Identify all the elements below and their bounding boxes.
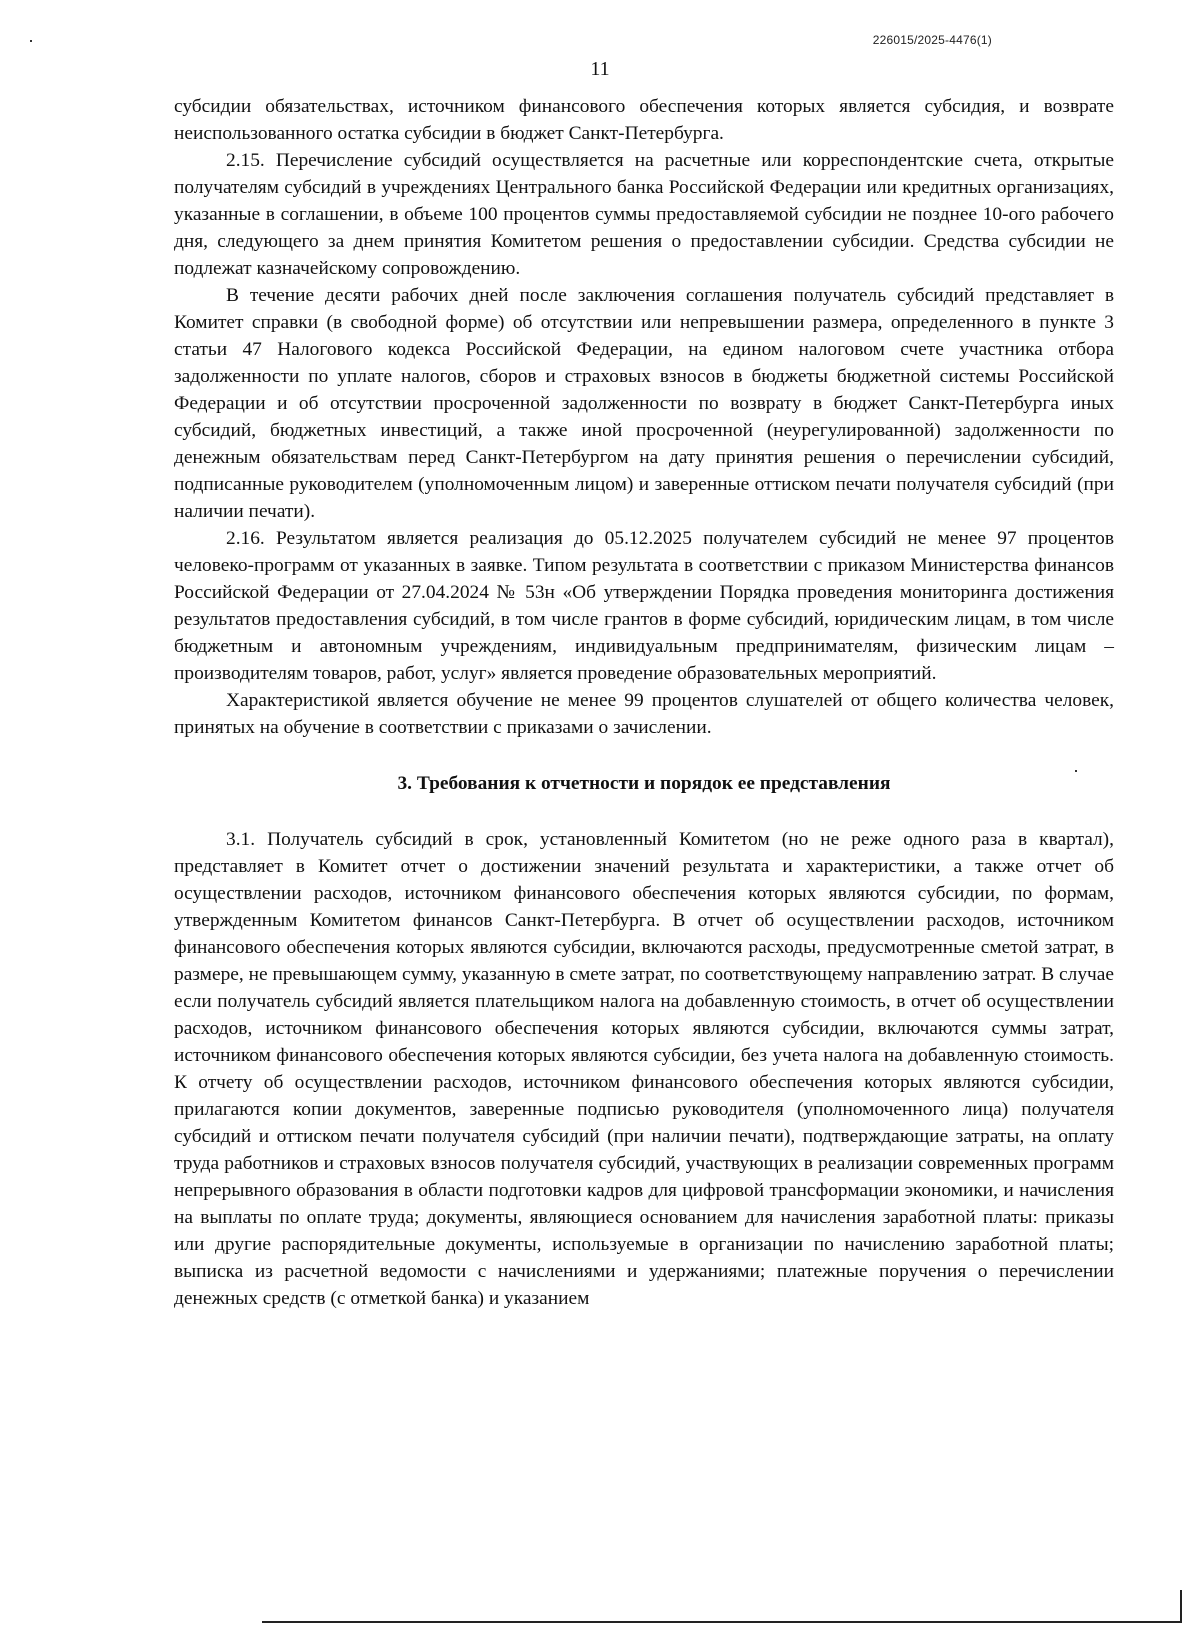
scan-speck: [30, 40, 32, 42]
page-number: 11: [590, 58, 610, 80]
paragraph-continuation: субсидии обязательствах, источником финансового обеспечения которых является субсидия, и возврате неиспользованного остатка субсидии в бюджет Санкт-Петербурга.: [174, 96, 1114, 144]
section-title: 3. Требования к отчетности и порядок ее представления: [397, 773, 891, 794]
paragraph-characteristic: Характеристикой является обучение не менее 99 процентов слушателей от общего количества человек, принятых на обучение в соответствии с приказами о зачислении.: [174, 690, 1114, 738]
paragraph-3-1: 3.1. Получатель субсидий в срок, установленный Комитетом (но не реже одного раза в квартал), представляет в Комитет отчет о достижении значений результата и характеристики, а также отчет об осуществлении расходов, источником финансового обеспечения которых являются субсидии, по формам, утвержденным Комитетом финансов Санкт-Петербурга. В отчет об осуществлении расходов, источником финансового обеспечения которых являются субсидии, включаются расходы, предусмотренные сметой затрат, в размере, не превышающем сумму, указанную в смете затрат, по соответствующему направлению затрат. В случае если получатель субсидий является плательщиком налога на добавленную стоимость, в отчет об осуществлении расходов, источником финансового обеспечения которых являются субсидии, включаются суммы затрат, источником финансового обеспечения которых являются субсидии, без учета налога на добавленную стоимость. К отчету об осуществлении расходов, источником финансового обеспечения которых являются субсидии, прилагаются копии документов, заверенные подписью руководителя (уполномоченного лица) получателя субсидий и оттиском печати получателя субсидий (при наличии печати), подтверждающие затраты, на оплату труда работников и страховых взносов получателя субсидий, участвующих в реализации современных программ непрерывного образования в области подготовки кадров для цифровой трансформации экономики, и начисления на выплаты по оплате труда; документы, являющиеся основанием для начисления заработной платы: приказы или другие распорядительные документы, используемые в организации по начислению заработной платы; выписка из расчетной ведомости с начислениями и удержаниями; платежные поручения о перечислении денежных средств (с отметкой банка) и указанием: [174, 829, 1114, 1309]
scan-speck: [1075, 770, 1077, 772]
document-registration-number: 226015/2025-4476(1): [872, 33, 992, 47]
scan-edge-line-bottom: [262, 1621, 1182, 1623]
paragraph-2-16: 2.16. Результатом является реализация до 05.12.2025 получателем субсидий не менее 97 процентов человеко-программ от указанных в заявке. Типом результата в соответствии с приказом Министерства финансов Российской Федерации от 27.04.2024 № 53н «Об утверждении Порядка проведения мониторинга достижения результатов предоставления субсидий, в том числе грантов в форме субсидий, юридическим лицам, в том числе бюджетным и автономным учреждениям, индивидуальным предпринимателям, физическим лицам – производителям товаров, работ, услуг» является проведение образовательных мероприятий.: [174, 528, 1114, 684]
paragraph-2-15: 2.15. Перечисление субсидий осуществляется на расчетные или корреспондентские счета, открытые получателям субсидий в учреждениях Центрального банка Российской Федерации или кредитных организациях, указанные в соглашении, в объеме 100 процентов суммы предоставляемой субсидии не позднее 10-ого рабочего дня, следующего за днем принятия Комитетом решения о предоставлении субсидии. Средства субсидии не подлежат казначейскому сопровождению.: [174, 150, 1114, 279]
document-body: [174, 93, 1114, 1312]
paragraph-certificates: В течение десяти рабочих дней после заключения соглашения получатель субсидий представляет в Комитет справки (в свободной форме) об отсутствии или непревышении размера, определенного в пункте 3 статьи 47 Налогового кодекса Российской Федерации, на едином налоговом счете участника отбора задолженности по уплате налогов, сборов и страховых взносов в бюджеты бюджетной системы Российской Федерации и об отсутствии просроченной задолженности по возврату в бюджет Санкт-Петербурга иных субсидий, бюджетных инвестиций, а также иной просроченной (неурегулированной) задолженности по денежным обязательствам перед Санкт-Петербургом на дату принятия решения о перечислении субсидий, подписанные руководителем (уполномоченным лицом) и заверенные оттиском печати получателя субсидий (при наличии печати).: [174, 285, 1114, 522]
scan-edge-line-right: [1180, 1590, 1182, 1623]
